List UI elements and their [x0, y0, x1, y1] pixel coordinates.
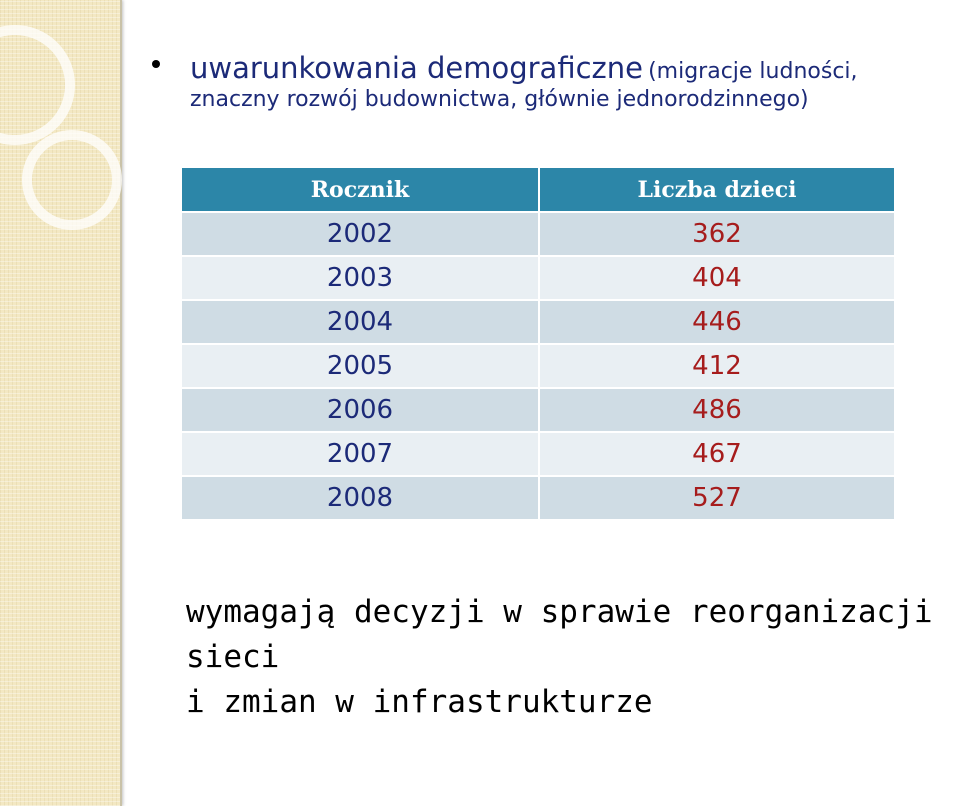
column-header-year: Rocznik — [181, 167, 539, 212]
decorative-ring — [22, 130, 122, 230]
table-row — [181, 432, 895, 476]
cell-year: 2004 — [181, 300, 539, 344]
table-row — [181, 256, 895, 300]
cell-count: 486 — [539, 388, 895, 432]
heading-sub: (migracje ludności, — [648, 59, 858, 84]
births-table — [180, 166, 896, 521]
conclusion-line1: wymagają decyzji w sprawie reorganizacji sieci — [186, 594, 933, 675]
table-row — [181, 388, 895, 432]
table-row — [181, 300, 895, 344]
cell-count: 527 — [539, 476, 895, 520]
cell-count: 446 — [539, 300, 895, 344]
cell-year: 2002 — [181, 212, 539, 256]
bullet-heading — [190, 50, 950, 114]
heading-main: uwarunkowania demograficzne — [190, 51, 643, 85]
cell-year: 2003 — [181, 256, 539, 300]
cell-count: 467 — [539, 432, 895, 476]
decorative-ring — [0, 25, 75, 145]
table-header-row — [181, 167, 895, 212]
cell-year: 2007 — [181, 432, 539, 476]
column-header-count: Liczba dzieci — [539, 167, 895, 212]
table-row — [181, 476, 895, 520]
cell-year: 2008 — [181, 476, 539, 520]
bullet-point-icon — [152, 60, 160, 68]
cell-count: 362 — [539, 212, 895, 256]
conclusion-text — [186, 590, 956, 725]
heading-line2: znaczny rozwój budownictwa, głównie jednorodzinnego) — [190, 87, 809, 113]
decorative-side-panel — [0, 0, 122, 806]
table-row — [181, 344, 895, 388]
cell-year: 2005 — [181, 344, 539, 388]
cell-count: 412 — [539, 344, 895, 388]
cell-count: 404 — [539, 256, 895, 300]
table-row — [181, 212, 895, 256]
conclusion-line2: i zmian w infrastrukturze — [186, 683, 653, 720]
cell-year: 2006 — [181, 388, 539, 432]
